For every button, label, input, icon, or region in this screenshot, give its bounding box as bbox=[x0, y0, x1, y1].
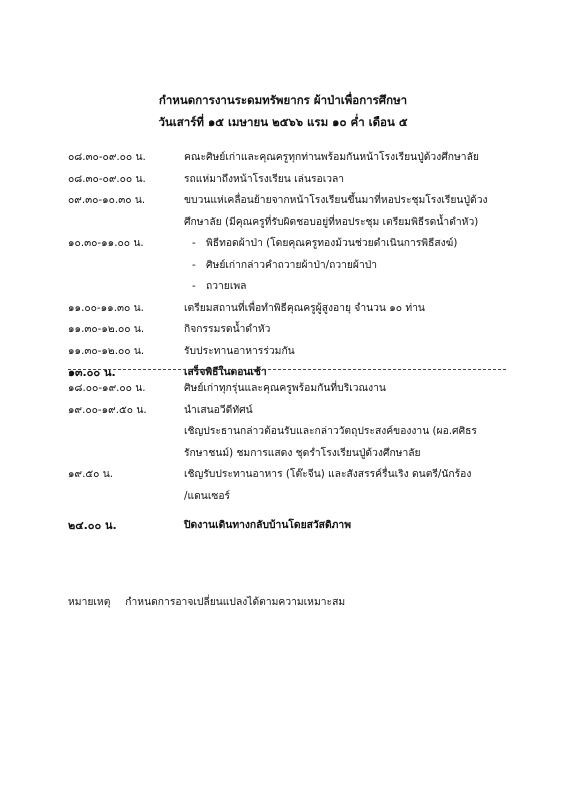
schedule-time: ๐๘.๓๐-๐๙.๐๐ น. bbox=[68, 172, 146, 185]
schedule-description: กิจกรรมรดน้ำดำหัว bbox=[184, 323, 271, 335]
schedule-description: ศิษย์เก่าทุกรุ่นและคุณครูพร้อมกันที่บริเวณงาน bbox=[184, 382, 386, 394]
schedule-time: ๑๑.๓๐-๑๒.๐๐ น. bbox=[68, 323, 145, 335]
schedule-description: ปิดงานเดินทางกลับบ้านโดยสวัสดิภาพ bbox=[184, 519, 351, 531]
schedule-row bbox=[68, 298, 518, 320]
schedule-time: ๒๔.๐๐ น. bbox=[68, 519, 117, 532]
schedule-description: รับประทานอาหารร่วมกัน bbox=[184, 344, 295, 357]
schedule-row bbox=[68, 515, 518, 537]
footnote-text: กำหนดการอาจเปลี่ยนแปลงได้ตามความเหมาะสม bbox=[125, 596, 346, 608]
schedule-time: ๑๑.๓๐-๑๒.๐๐ น. bbox=[68, 344, 145, 357]
schedule-row bbox=[68, 400, 518, 465]
schedule-sub-item: - ศิษย์เก่ากล่าวคำถวายผ้าป่า/ถวายผ้าป่า bbox=[192, 255, 518, 277]
schedule-description: เสร็จพิธีในตอนเช้า bbox=[184, 366, 267, 378]
schedule-sub-item: - ถวายเพล bbox=[192, 276, 518, 298]
schedule-description: เชิญรับประทานอาหาร (โต๊ะจีน) และสังสรรค์รื่นเริง ดนตรี/นักร้อง bbox=[184, 468, 472, 480]
schedule-row bbox=[68, 147, 518, 169]
schedule-time: ๑๘.๐๐-๑๙.๐๐ น. bbox=[68, 382, 146, 394]
schedule-description: ศึกษาลัย (มีคุณครูที่รับผิดชอบอยู่ที่หอประชุม เตรียมพิธีรดน้ำดำหัว) bbox=[184, 215, 479, 228]
morning-schedule bbox=[68, 147, 518, 384]
schedule-description: นำเสนอวีดีทัศน์ bbox=[184, 403, 253, 416]
schedule-description: เตรียมสถานที่เพื่อทำพิธีคุณครูผู้สูงอายุ จำนวน ๑๐ ท่าน bbox=[184, 301, 425, 314]
schedule-row bbox=[68, 319, 518, 341]
schedule-time: ๐๘.๓๐-๐๙.๐๐ น. bbox=[68, 151, 146, 163]
schedule-row bbox=[68, 341, 518, 363]
section-divider bbox=[68, 369, 506, 370]
schedule-time: ๑๙.๕๐ น. bbox=[68, 468, 114, 480]
schedule-description: คณะศิษย์เก่าและคุณครูทุกท่านพร้อมกันหน้าโรงเรียนปู่ด้วงศึกษาลัย bbox=[184, 151, 479, 163]
schedule-row bbox=[68, 233, 518, 298]
document-date: วันเสาร์ที่ ๑๕ เมษายน ๒๕๖๖ แรม ๑๐ ค่ำ เดือน ๕ bbox=[158, 115, 408, 129]
schedule-description: ขบวนแห่เคลื่อนย้ายจากหน้าโรงเรียนขึ้นมาที่หอประชุมโรงเรียนปู่ด้วง bbox=[184, 194, 488, 206]
schedule-description: เชิญประธานกล่าวต้อนรับและกล่าววัตถุประสงค์ของงาน (ผอ.ศศิธร bbox=[184, 425, 477, 437]
evening-schedule bbox=[68, 378, 518, 537]
schedule-row bbox=[68, 378, 518, 400]
document-title: กำหนดการงานระดมทรัพยากร ผ้าป่าเพื่อการศึกษา bbox=[158, 93, 408, 107]
schedule-time: ๑๑.๐๐-๑๑.๓๐ น. bbox=[68, 301, 144, 314]
schedule-row bbox=[68, 169, 518, 191]
schedule-time: ๐๙.๓๐-๑๐.๓๐ น. bbox=[68, 194, 146, 206]
schedule-description: รักษาชนม์) ชมการแสดง ชุดรำโรงเรียนปู่ด้วงศึกษาลัย bbox=[184, 446, 421, 459]
schedule-row bbox=[68, 464, 518, 507]
schedule-time: ๑๐.๓๐-๑๑.๐๐ น. bbox=[68, 237, 144, 249]
schedule-description: /แดนเซอร์ bbox=[184, 489, 231, 502]
schedule-description: รถแห่มาถึงหน้าโรงเรียน เล่นรอเวลา bbox=[184, 172, 345, 185]
schedule-row bbox=[68, 190, 518, 233]
schedule-time: ๑๓.๐๐ น. bbox=[68, 366, 116, 379]
schedule-sub-item: - พิธีทอดผ้าป่า (โดยคุณครูทองม้วนช่วยดำเนินการพิธีสงฆ์) bbox=[192, 233, 518, 255]
footnote-label: หมายเหตุ bbox=[68, 596, 111, 608]
footnote bbox=[68, 593, 345, 611]
schedule-time: ๑๙.๐๐-๑๙.๕๐ น. bbox=[68, 403, 147, 416]
